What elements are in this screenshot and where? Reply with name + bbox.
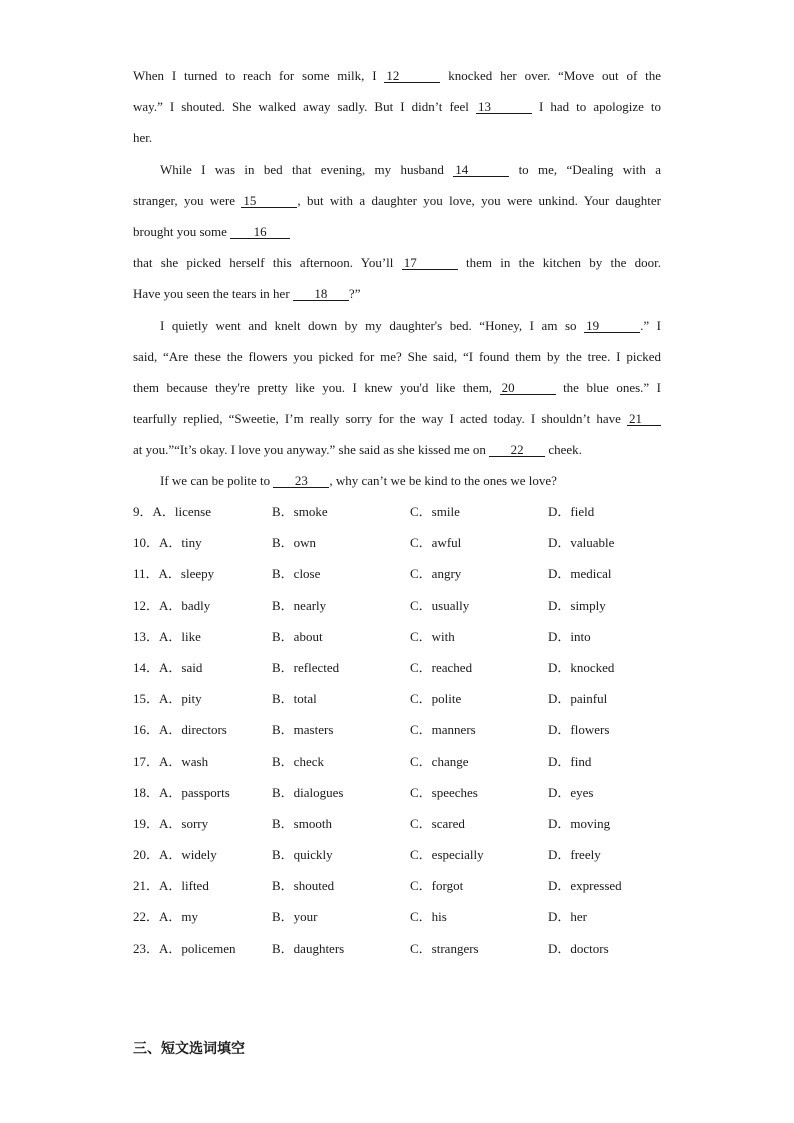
option-c[interactable]: C．scared — [410, 815, 465, 831]
option-d[interactable]: D．medical — [548, 566, 612, 582]
option-a[interactable]: 20．A．widely — [133, 847, 217, 863]
passage-line: While I was in bed that evening, my husband 14 to me, “Dealing with a — [160, 161, 662, 177]
answer-blank[interactable]: 14 — [453, 163, 509, 177]
option-b[interactable]: B．daughters — [272, 940, 345, 956]
passage-line: at you.”“It’s okay. I love you anyway.” she said as she kissed me on 22 cheek. — [133, 442, 582, 458]
passage-line: Have you seen the tears in her 18 ?” — [133, 286, 361, 302]
option-a[interactable]: 9．A．license — [133, 504, 211, 519]
option-c[interactable]: C．with — [410, 628, 455, 644]
question-row — [133, 655, 673, 686]
question-row — [133, 499, 673, 530]
option-c[interactable]: C．manners — [410, 722, 476, 738]
passage-line: stranger, you were 15 , but with a daughter you love, you were unkind. Your daughter — [133, 192, 662, 208]
option-d[interactable]: D．doctors — [548, 940, 609, 956]
passage-line: When I turned to reach for some milk, I 12 knocked her over. “Move out of the — [133, 68, 661, 83]
question-row — [133, 904, 673, 935]
option-b[interactable]: B．total — [272, 691, 317, 707]
option-b[interactable]: B．own — [272, 535, 317, 551]
question-row — [133, 530, 673, 561]
passage-line: them because they're pretty like you. I knew you'd like them, 20 the blue ones.” I — [133, 379, 661, 395]
passage-line: way.” I shouted. She walked away sadly. But I didn’t feel 13 I had to apologize to — [133, 99, 662, 115]
option-d[interactable]: D．flowers — [548, 722, 610, 738]
option-d[interactable]: D．expressed — [548, 878, 622, 894]
passage-line: brought you some 16 — [133, 219, 661, 250]
question-row — [133, 873, 673, 904]
question-row — [133, 842, 673, 873]
answer-blank[interactable]: 22 — [489, 443, 545, 457]
answer-blank[interactable]: 15 — [241, 194, 297, 208]
option-a[interactable]: 11．A．sleepy — [133, 566, 215, 582]
option-c[interactable]: C．his — [410, 909, 447, 925]
option-d[interactable]: D．painful — [548, 691, 608, 707]
option-c[interactable]: C．strangers — [410, 940, 479, 956]
option-d[interactable]: D．her — [548, 909, 587, 925]
option-c[interactable]: C．awful — [410, 535, 462, 551]
option-a[interactable]: 22．A．my — [133, 909, 199, 925]
option-c[interactable]: C．especially — [410, 847, 484, 863]
option-d[interactable]: D．eyes — [548, 784, 594, 800]
passage-line: that she picked herself this afternoon. You’ll 17 them in the kitchen by the door. — [133, 255, 662, 271]
cloze-passage — [133, 63, 661, 500]
option-a[interactable]: 23．A．policemen — [133, 940, 236, 956]
answer-options — [133, 499, 673, 967]
passage-line: I quietly went and knelt down by my daughter's bed. “Honey, I am so 19 .” I — [160, 317, 661, 333]
option-b[interactable]: B．quickly — [272, 847, 333, 863]
option-c[interactable]: C．forgot — [410, 878, 464, 894]
answer-blank[interactable]: 18 — [293, 287, 349, 301]
option-a[interactable]: 21．A．lifted — [133, 878, 209, 894]
option-d[interactable]: D．valuable — [548, 535, 615, 551]
question-row — [133, 936, 673, 967]
passage-line: If we can be polite to 23 , why can’t we be kind to the ones we love? — [160, 473, 557, 489]
option-b[interactable]: B．your — [272, 909, 318, 925]
question-row — [133, 593, 673, 624]
answer-blank[interactable]: 16 — [230, 225, 290, 239]
option-a[interactable]: 16．A．directors — [133, 722, 227, 738]
section-heading: 三、短文选词填空 — [133, 1041, 245, 1057]
option-b[interactable]: B．dialogues — [272, 784, 344, 800]
question-row — [133, 624, 673, 655]
option-a[interactable]: 17．A．wash — [133, 753, 209, 769]
option-a[interactable]: 10．A．tiny — [133, 535, 202, 551]
answer-blank[interactable]: 23 — [273, 474, 329, 488]
option-a[interactable]: 12．A．badly — [133, 597, 211, 613]
option-a[interactable]: 18．A．passports — [133, 784, 230, 800]
question-row — [133, 780, 673, 811]
option-b[interactable]: B．nearly — [272, 597, 327, 613]
answer-blank[interactable]: 21 — [627, 412, 661, 426]
option-c[interactable]: C．usually — [410, 597, 470, 613]
option-c[interactable]: C．speeches — [410, 784, 478, 800]
option-d[interactable]: D．knocked — [548, 659, 615, 675]
question-row — [133, 686, 673, 717]
option-b[interactable]: B．close — [272, 566, 321, 582]
option-b[interactable]: B．masters — [272, 722, 334, 738]
question-row — [133, 717, 673, 748]
option-a[interactable]: 14．A．said — [133, 659, 203, 675]
answer-blank[interactable]: 17 — [402, 256, 458, 270]
option-a[interactable]: 15．A．pity — [133, 691, 202, 707]
option-c[interactable]: C．polite — [410, 691, 462, 707]
answer-blank[interactable]: 13 — [476, 100, 532, 114]
passage-line: her. — [133, 130, 153, 146]
option-a[interactable]: 13．A．like — [133, 628, 201, 644]
option-b[interactable]: B．smoke — [272, 504, 328, 519]
option-b[interactable]: B．smooth — [272, 815, 332, 831]
option-d[interactable]: D．moving — [548, 815, 611, 831]
option-d[interactable]: D．simply — [548, 597, 606, 613]
option-c[interactable]: C．angry — [410, 566, 462, 582]
option-b[interactable]: B．about — [272, 628, 323, 644]
option-c[interactable]: C．smile — [410, 504, 460, 519]
option-c[interactable]: C．change — [410, 753, 469, 769]
question-row — [133, 749, 673, 780]
passage-line: tearfully replied, “Sweetie, I’m really sorry for the way I acted today. I shouldn’t have 21 — [133, 406, 661, 437]
answer-blank[interactable]: 20 — [500, 381, 556, 395]
passage-line: said, “Are these the flowers you picked for me? She said, “I found them by the tree. I picked — [133, 348, 661, 364]
option-b[interactable]: B．reflected — [272, 659, 340, 675]
question-row — [133, 811, 673, 842]
option-c[interactable]: C．reached — [410, 659, 473, 675]
question-row — [133, 561, 673, 592]
answer-blank[interactable]: 12 — [384, 69, 440, 83]
option-a[interactable]: 19．A．sorry — [133, 815, 209, 831]
answer-blank[interactable]: 19 — [584, 319, 640, 333]
option-d[interactable]: D．field — [548, 504, 595, 519]
option-b[interactable]: B．check — [272, 753, 324, 769]
option-d[interactable]: D．find — [548, 753, 592, 769]
option-b[interactable]: B．shouted — [272, 878, 335, 894]
option-d[interactable]: D．freely — [548, 847, 601, 863]
option-d[interactable]: D．into — [548, 628, 591, 644]
